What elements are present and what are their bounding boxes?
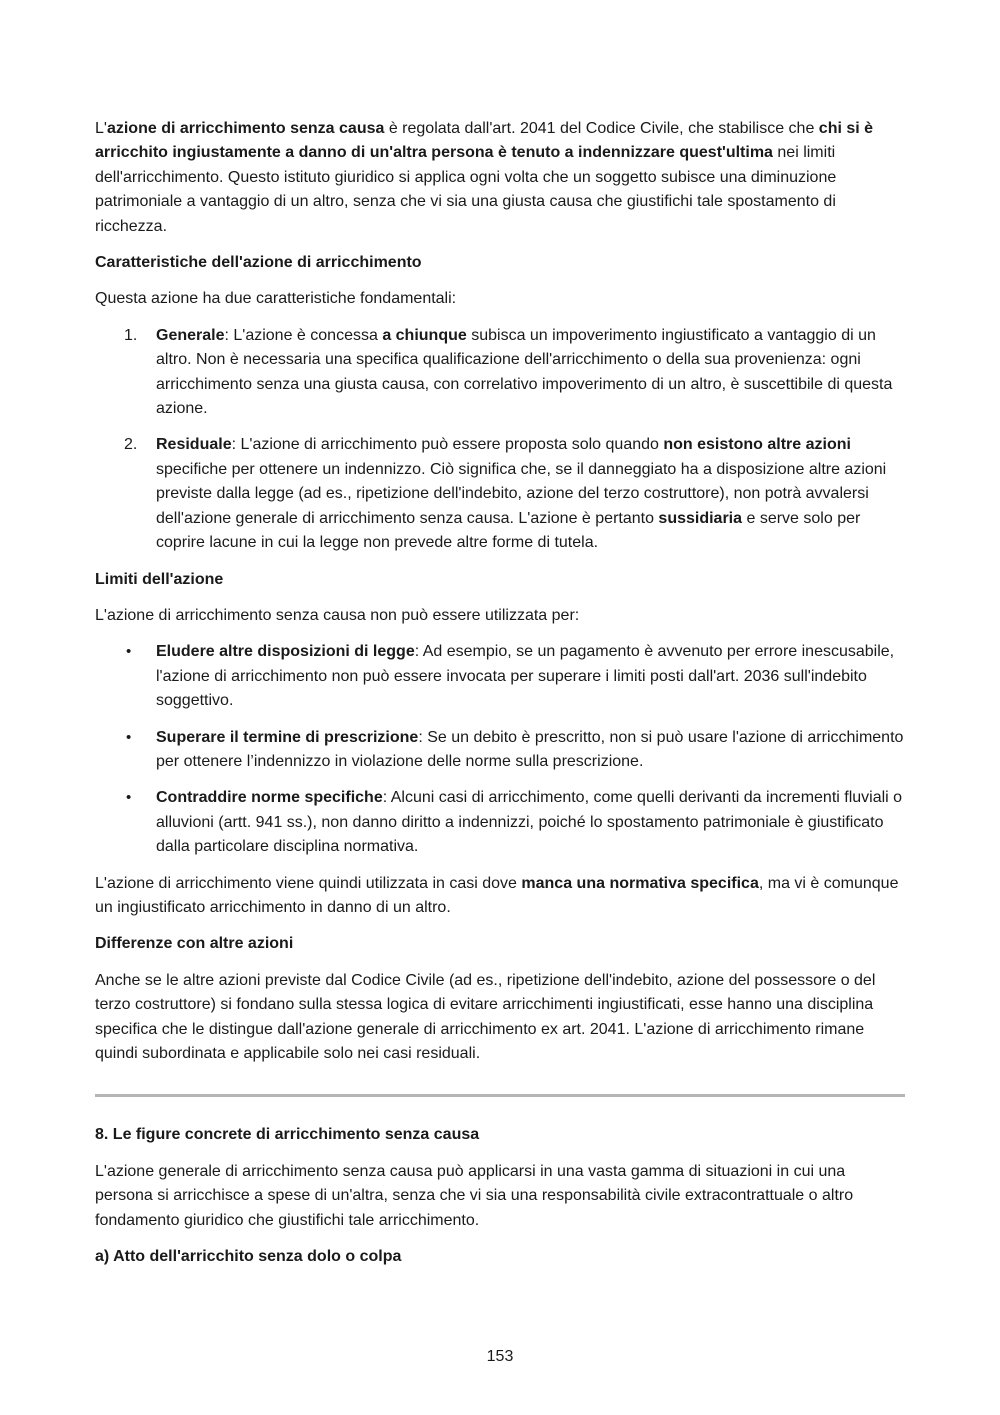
document-page [95,117,905,1281]
bullet-icon: • [126,789,132,807]
bullet-icon: • [126,728,132,746]
bullet-icon: • [126,643,132,661]
list-item: 1. Generale: L'azione è concessa a chiunque subisca un impoverimento ingiustificato a vantaggio di un altro. Non è necessaria una specifica qualificazione dell'arricchimento o della sua provenienza: ogni arricchimento senza una giusta causa, con correlativo impoverimento di un altro, è suscettibile di questa azione. [95,324,905,422]
intro-bold-rule: chi si è arricchito ingiustamente a danno di un'altra persona è tenuto a indennizzare quest'ultima [95,120,874,162]
intro-bold-term: azione di arricchimento senza causa [106,120,385,137]
figures-paragraph: L'azione generale di arricchimento senza causa può applicarsi in una vasta gamma di situazioni in cui una persona si arricchisce a spese di un'altra, senza che vi sia una responsabilità civile extracontrattuale o altro fondamento giuridico che giustifichi tale arricchimento. [95,1162,854,1229]
list-item: • Eludere altre disposizioni di legge: Ad esempio, se un pagamento è avvenuto per errore inescusabile, l'azione di arricchimento non può essere invocata per superare i limiti posti dall'art. 2036 sull'indebito soggettivo. [95,640,905,713]
limits-list [95,640,905,859]
page-number: 153 [486,1348,514,1365]
figures-heading: 8. Le figure concrete di arricchimento senza causa [95,1126,480,1144]
limits-intro: L'azione di arricchimento senza causa non può essere utilizzata per: [95,606,580,624]
differences-heading: Differenze con altre azioni [95,935,294,953]
limits-heading: Limiti dell'azione [95,570,224,588]
list-number: 2. [124,436,138,454]
list-item: • Superare il termine di prescrizione: Se un debito è prescritto, non si può usare l'azione di arricchimento per ottenere l’indennizzo in violazione delle norme sulla prescrizione. [95,726,905,775]
limits-closing-paragraph: L'azione di arricchimento viene quindi utilizzata in casi dove manca una normativa specifica, ma vi è comunque un ingiustificato arricchimento in danno di un altro. [95,874,899,916]
characteristics-heading: Caratteristiche dell'azione di arricchimento [95,254,422,272]
characteristics-list [95,324,905,556]
list-item: 2. Residuale: L'azione di arricchimento può essere proposta solo quando non esistono altre azioni specifiche per ottenere un indennizzo. Ciò significa che, se il danneggiato ha a disposizione altre azioni previste dalla legge (ad es., ripetizione dell'indebito, azione del terzo costruttore), non potrà avvalersi dell'azione generale di arricchimento senza causa. L'azione è pertanto sussidiaria e serve solo per coprire lacune in cui la legge non prevede altre forme di tutela. [95,433,905,555]
differences-paragraph: Anche se le altre azioni previste dal Codice Civile (ad es., ripetizione dell'indebito, azione del possessore o del terzo costruttore) si fondano sulla stessa logica di evitare arricchimenti ingiustificati, esse hanno una disciplina specifica che le distingue dall'azione generale di arricchimento ex art. 2041. L'azione di arricchimento rimane quindi subordinata e applicabile solo nei casi residuali. [95,971,876,1062]
characteristics-intro: Questa azione ha due caratteristiche fondamentali: [95,290,457,308]
section-divider [95,1094,905,1097]
list-number: 1. [124,326,138,344]
intro-paragraph: L'azione di arricchimento senza causa è regolata dall'art. 2041 del Codice Civile, che stabilisce che chi si è arricchito ingiustamente a danno di un'altra persona è tenuto a indennizzare quest'ultima nei limiti dell'arricchimento. Questo istituto giuridico si applica ogni volta che un soggetto subisce una diminuzione patrimoniale a vantaggio di un altro, senza che vi sia una giusta causa che giustifichi tale spostamento di ricchezza. [95,120,874,235]
list-item: • Contraddire norme specifiche: Alcuni casi di arricchimento, come quelli derivanti da incrementi fluviali o alluvioni (artt. 941 ss.), non danno diritto a indennizzi, poiché lo spostamento patrimoniale è giustificato dalla particolare disciplina normativa. [95,786,905,859]
figures-subheading: a) Atto dell'arricchito senza dolo o colpa [95,1248,402,1266]
